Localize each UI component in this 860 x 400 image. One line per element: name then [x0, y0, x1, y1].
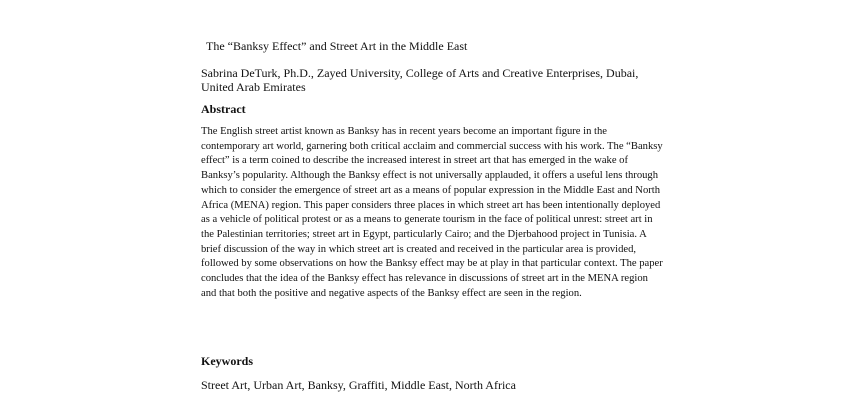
abstract-heading: Abstract: [201, 102, 246, 116]
author-line: Sabrina DeTurk, Ph.D., Zayed University, College of Arts and Creative Enterprises, Dubai,: [201, 66, 639, 80]
author-line-country: United Arab Emirates: [201, 80, 306, 94]
keywords-list: Street Art, Urban Art, Banksy, Graffiti, Middle East, North Africa: [201, 378, 516, 392]
author-affiliation: [201, 66, 671, 94]
paper-title: The “Banksy Effect” and Street Art in the Middle East: [206, 39, 468, 53]
keywords-heading: Keywords: [201, 354, 253, 368]
abstract-body: The English street artist known as Banksy has in recent years become an important figure in the contemporary art world, garnering both critical acclaim and commercial success with his work. The “Banksy effect” is a term coined to describe the increased interest in street art that has emerged in the wake of Banksy’s popularity. Although the Banksy effect is not universally applauded, it offers a useful lens through which to consider the emergence of street art as a means of popular expression in the Middle East and North Africa (MENA) region. This paper considers three places in which street art has been intentionally deployed as a vehicle of political protest or as a means to generate tourism in the face of political unrest: street art in the Palestinian territories; street art in Egypt, particularly Cairo; and the Djerbahood project in Tunisia. A brief discussion of the way in which street art is created and received in the particular area is provided, followed by some observations on how the Banksy effect may be at play in that particular context. The paper concludes that the idea of the Banksy effect has relevance in discussions of street art in the MENA region and that both the positive and negative aspects of the Banksy effect are seen in the region.: [201, 126, 663, 299]
